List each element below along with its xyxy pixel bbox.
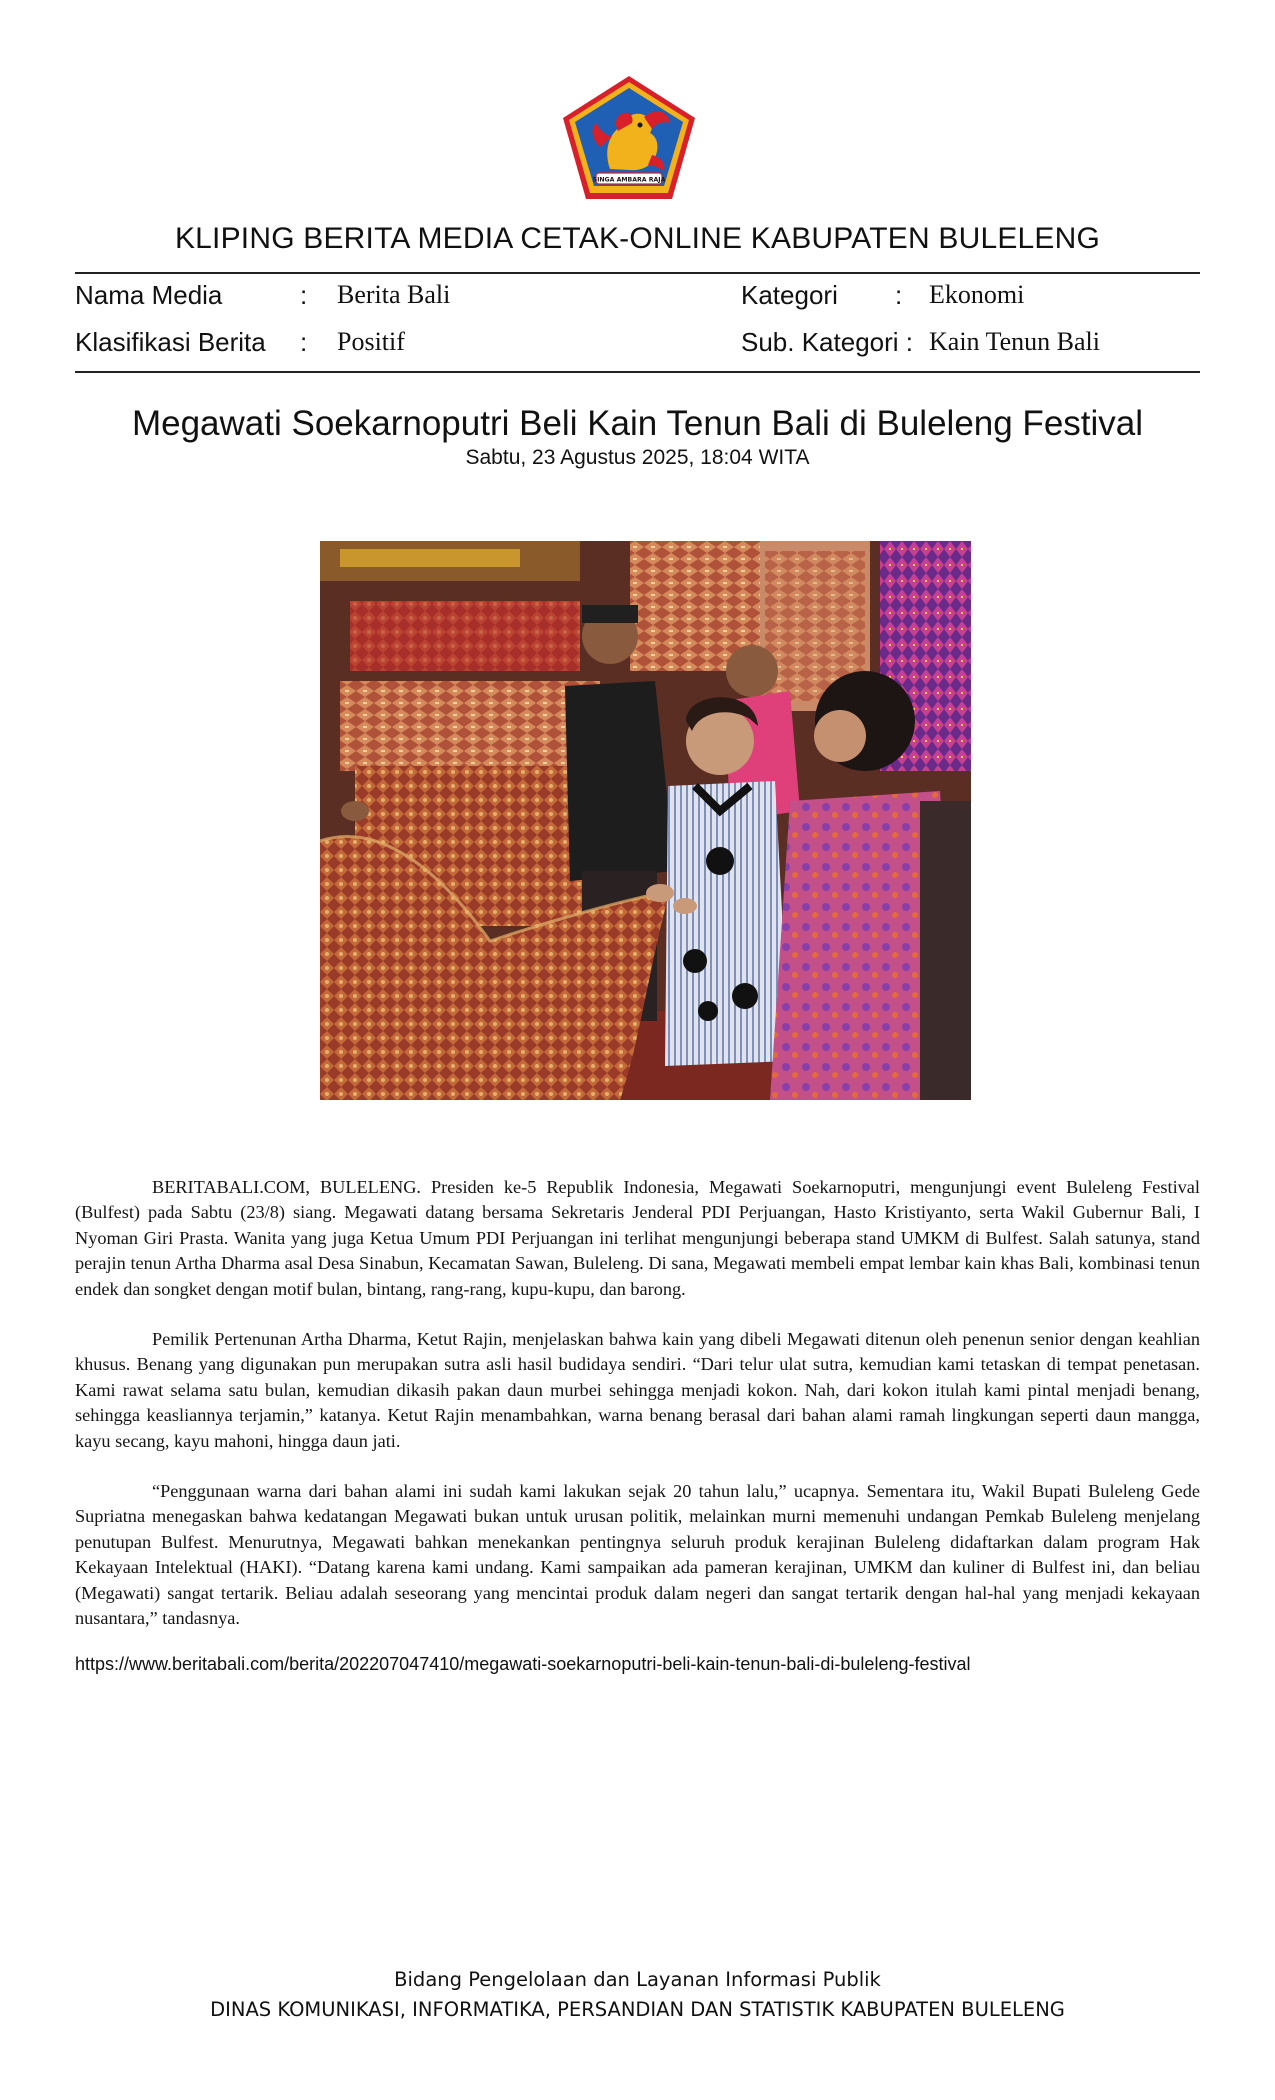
classification-label: Klasifikasi Berita (75, 327, 266, 357)
footer-agency: DINAS KOMUNIKASI, INFORMATIKA, PERSANDIAN DAN STATISTIK KABUPATEN BULELENG (210, 1998, 1065, 2021)
article-title: Megawati Soekarnoputri Beli Kain Tenun Bali di Buleleng Festival (131, 404, 1144, 443)
header-divider-top (75, 272, 1200, 274)
article-paragraph-1: BERITABALI.COM, BULELENG. Presiden ke-5 Republik Indonesia, Megawati Soekarnoputri, mengunjungi event Buleleng Festival (Bulfest) pada Sabtu (23/8) siang. Megawati datang bersama Sekretaris Jenderal PDI Perjuangan, Hasto Kristiyanto, serta Wakil Gubernur Bali, I Nyoman Giri Prasta. Wanita yang juga Ketua Umum PDI Perjuangan ini terlihat mengunjungi beberapa stand UMKM di Bulfest. Salah satunya, stand perajin tenun Artha Dharma asal Desa Sinabun, Kecamatan Sawan, Buleleng. Di sana, Megawati membeli empat lembar kain khas Bali, kombinasi tenun endek dan songket dengan motif bulan, bintang, rang-rang, kupu-kupu, dan barong. (75, 1177, 1200, 1299)
clipping-header-title: KLIPING BERITA MEDIA CETAK-ONLINE KABUPATEN BULELENG (174, 222, 1101, 255)
category-colon: : (895, 280, 903, 310)
media-name-label: Nama Media (75, 280, 223, 310)
article-paragraph-3: “Penggunaan warna dari bahan alami ini sudah kami lakukan sejak 20 tahun lalu,” ucapnya. Sementara itu, Wakil Bupati Buleleng Gede Supriatna menegaskan bahwa kedatangan Megawati bukan untuk urusan politik, melainkan murni memenuhi undangan Pemkab Buleleng menjelang penutupan Bulfest. Menurutnya, Megawati bahkan menekankan pentingnya seluruh produk kerajinan Buleleng didaftarkan dalam program Hak Kekayaan Intelektual (HAKI). “Datang karena kami undang. Kami sampaikan ada pameran kerajinan, UMKM dan kuliner di Bulfest ini, dan beliau (Megawati) sangat tertarik. Beliau adalah seseorang yang mencintai produk dalam negeri dan sangat tertarik dengan hal-hal yang menjadi kekayaan nusantara,” tandasnya. (75, 1481, 1200, 1629)
article-body (75, 1175, 1200, 1657)
footer-department: Bidang Pengelolaan dan Layanan Informasi Publik (394, 1968, 881, 1991)
category-value: Ekonomi (929, 280, 1025, 309)
classification-value: Positif (337, 327, 405, 356)
media-name-value: Berita Bali (337, 280, 451, 309)
media-name-colon: : (300, 280, 308, 310)
buleleng-emblem-logo (560, 73, 698, 203)
classification-colon: : (300, 327, 308, 357)
article-paragraph-2: Pemilik Pertenunan Artha Dharma, Ketut Rajin, menjelaskan bahwa kain yang dibeli Megawati ditenun oleh penenun senior dengan keahlian khusus. Benang yang digunakan pun merupakan sutra asli hasil budidaya sendiri. “Dari telur ulat sutra, kemudian kami tetaskan di tempat penetasan. Kami rawat selama satu bulan, kemudian dikasih pakan daun murbei sehingga menjadi kokon. Nah, dari kokon itulah kami pintal menjadi benang, sehingga keasliannya terjamin,” katanya. Ketut Rajin menambahkan, warna benang berasal dari bahan alami ramah lingkungan seperti daun mangga, kayu secang, kayu mahoni, hingga daun jati. (75, 1329, 1200, 1451)
subcategory-value: Kain Tenun Bali (929, 327, 1101, 356)
article-photo (320, 541, 971, 1100)
source-url-link[interactable]: https://www.beritabali.com/berita/202207047410/megawati-soekarnoputri-beli-kain-tenun-bali-di-buleleng-festival (75, 1654, 971, 1674)
header-divider-bottom (75, 371, 1200, 373)
subcategory-label: Sub. Kategori : (741, 327, 913, 357)
article-date: Sabtu, 23 Agustus 2025, 18:04 WITA (465, 446, 810, 469)
category-label: Kategori (741, 280, 838, 310)
logo-motto-text: SINGA AMBARA RAJA (592, 176, 666, 184)
